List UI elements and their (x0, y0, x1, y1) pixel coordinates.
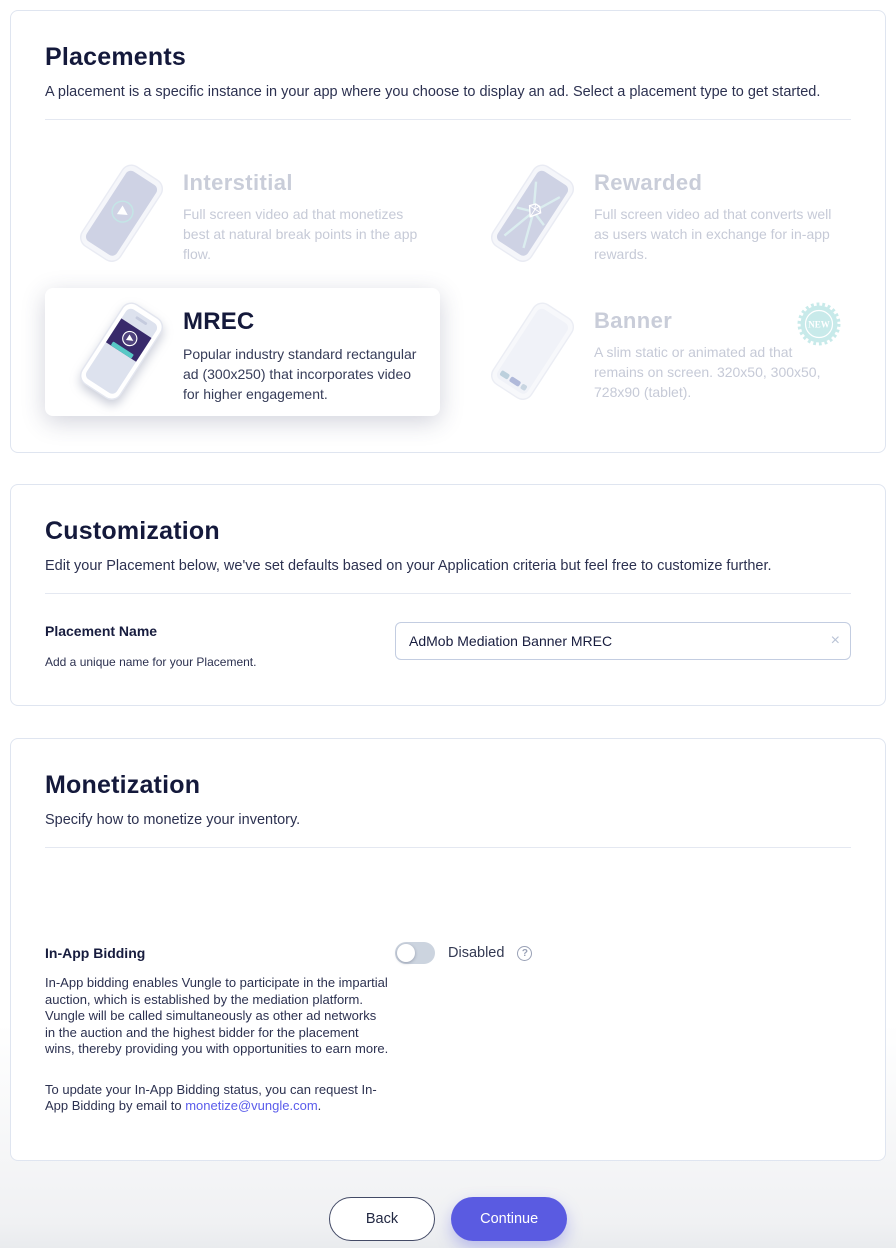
in-app-bidding-note-text: To update your In-App Bidding status, you can request In-App Bidding by email to (45, 1081, 377, 1113)
in-app-bidding-controls (395, 942, 532, 964)
placement-type-description: A slim static or animated ad that remains on screen. 320x50, 300x50, 728x90 (tablet). (594, 344, 821, 400)
placement-name-helper: Add a unique name for your Placement. (45, 655, 257, 669)
customization-title: Customization (45, 517, 220, 545)
placements-section (10, 10, 886, 453)
placement-type-grid (45, 150, 851, 416)
divider (45, 119, 851, 120)
customization-subtitle: Edit your Placement below, we've set defaults based on your Application criteria but feel free to customize further. (45, 558, 772, 574)
new-badge (795, 300, 843, 348)
monetization-title: Monetization (45, 771, 201, 799)
in-app-bidding-status: Disabled (448, 945, 505, 961)
banner-phone-icon (470, 300, 594, 404)
placement-name-input-wrap (395, 622, 851, 660)
in-app-bidding-label: In-App Bidding (45, 945, 146, 961)
monetization-subtitle: Specify how to monetize your inventory. (45, 812, 301, 828)
rewarded-phone-icon (470, 162, 594, 266)
footer-actions (0, 1197, 896, 1241)
toggle-knob (397, 944, 415, 962)
placement-type-title: Banner (594, 308, 673, 333)
placements-subtitle: A placement is a specific instance in your app where you choose to display an ad. Select a placement type to get started. (45, 84, 821, 100)
help-icon[interactable]: ? (517, 946, 532, 961)
continue-button[interactable]: Continue (451, 1197, 567, 1241)
divider (45, 593, 851, 594)
placement-type-description: Popular industry standard rectangular ad (300x250) that incorporates video for higher engagement. (183, 346, 417, 402)
placement-type-banner[interactable] (456, 288, 851, 416)
placements-title: Placements (45, 43, 186, 71)
customization-section (10, 484, 886, 706)
placement-type-title: MREC (183, 308, 255, 335)
placement-type-title: Interstitial (183, 170, 293, 195)
placement-type-mrec[interactable] (45, 288, 440, 416)
new-badge-label: NEW (808, 319, 830, 330)
divider (45, 847, 851, 848)
placement-name-field-row (45, 622, 851, 669)
placement-name-input[interactable] (395, 622, 851, 660)
placement-type-description: Full screen video ad that converts well as users watch in exchange for in-app rewards. (594, 206, 832, 262)
in-app-bidding-toggle[interactable] (395, 942, 435, 964)
in-app-bidding-row (45, 944, 851, 1115)
placement-type-rewarded[interactable] (456, 150, 851, 278)
placement-name-label: Placement Name (45, 623, 158, 639)
placement-type-description: Full screen video ad that monetizes best at natural break points in the app flow. (183, 206, 418, 262)
in-app-bidding-description: In-App bidding enables Vungle to participate in the impartial auction, which is established by the mediation platform. Vungle will be called simultaneously as other ad networks in the auction and the highest bidder for the placement wins, thereby providing you with opportunities to earn more. (45, 975, 389, 1056)
interstitial-phone-icon (59, 162, 183, 266)
mrec-phone-icon (59, 300, 183, 404)
in-app-bidding-note (45, 1082, 389, 1115)
back-button[interactable]: Back (329, 1197, 435, 1241)
placement-type-interstitial[interactable] (45, 150, 440, 278)
monetize-email-link[interactable]: monetize@vungle.com (185, 1098, 318, 1113)
note-suffix: . (317, 1098, 322, 1113)
placement-type-title: Rewarded (594, 170, 703, 195)
monetization-section (10, 738, 886, 1161)
clear-input-icon[interactable]: × (830, 632, 840, 649)
